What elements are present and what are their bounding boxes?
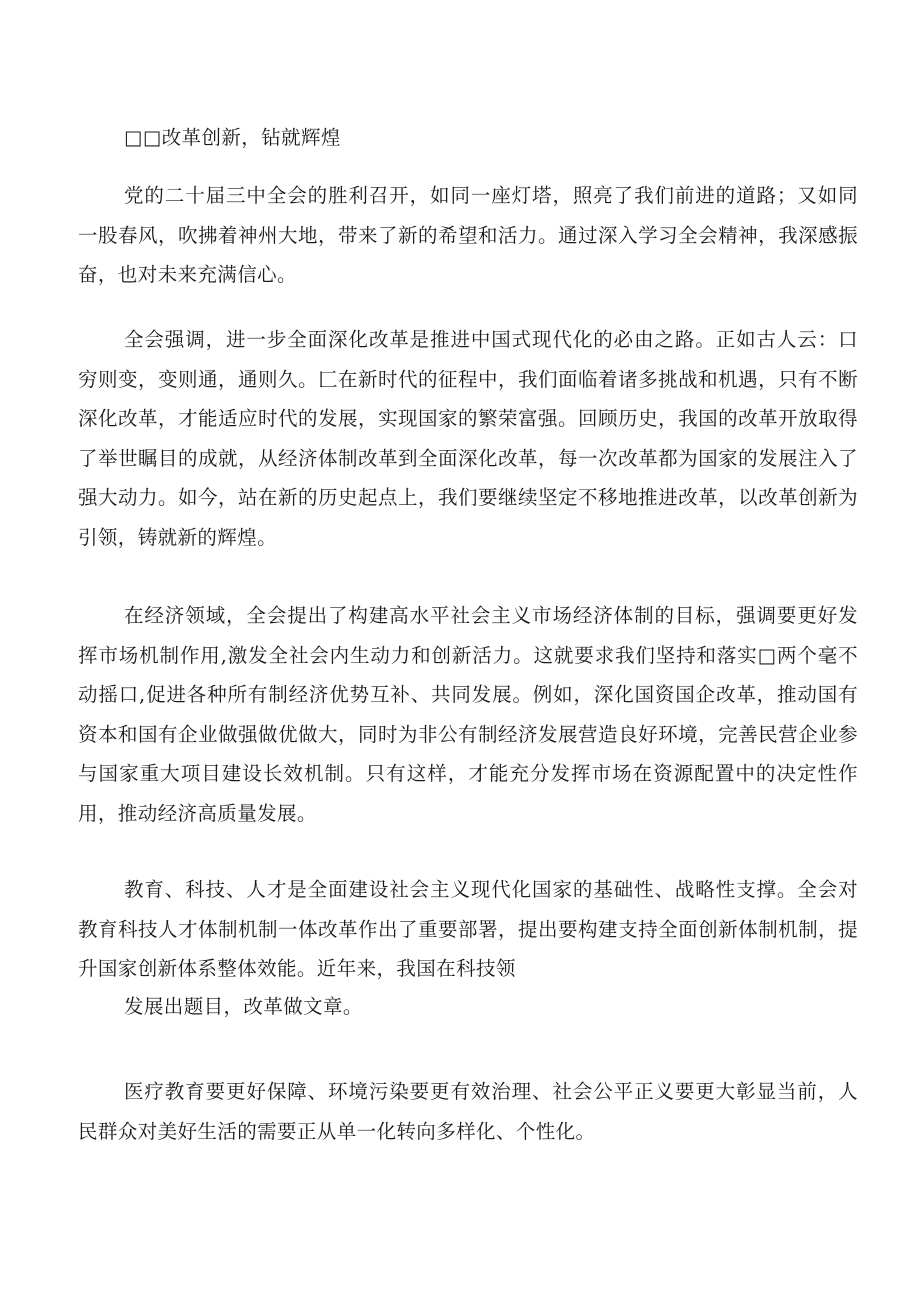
paragraph-6: 医疗教育要更好保障、环境污染要更有效治理、社会公平正义要更大彰显当前，人民群众对美好生活的需要正从单一化转向多样化、个性化。 — [78, 1080, 858, 1143]
document-title: □□改革创新，钻就辉煌 — [124, 126, 341, 149]
paragraph-2: 全会强调，进一步全面深化改革是推进中国式现代化的必由之路。正如古人云：口穷则变，变则通，通则久。匚在新时代的征程中，我们面临着诸多挑战和机遇，只有不断深化改革，才能适应时代的发展，实现国家的繁荣富强。回顾历史，我国的改革开放取得了举世瞩目的成就，从经济体制改革到全面深化改革，每一次改革都为国家的发展注入了强大动力。如今，站在新的历史起点上，我们要继续坚定不移地推进改革，以改革创新为引领，铸就新的辉煌。 — [78, 328, 858, 549]
paragraph-4: 教育、科技、人才是全面建设社会主义现代化国家的基础性、战略性支撑。全会对教育科技人才体制机制一体改革作出了重要部署，提出要构建支持全面创新体制机制，提升国家创新体系整体效能。近年来，我国在科技领 — [78, 878, 858, 980]
paragraph-5: 发展出题目，改革做文章。 — [124, 995, 363, 1018]
paragraph-3: 在经济领域，全会提出了构建高水平社会主义市场经济体制的目标，强调要更好发挥市场机制作用,激发全社会内生动力和创新活力。这就要求我们坚持和落实□两个毫不动摇口,促进各种所有制经济优势互补、共同发展。例如，深化国资国企改革，推动国有资本和国有企业做强做优做大，同时为非公有制经济发展营造良好环境，完善民营企业参与国家重大项目建设长效机制。只有这样，才能充分发挥市场在资源配置中的决定性作用，推动经济高质量发展。 — [78, 604, 858, 825]
paragraph-1: 党的二十届三中全会的胜利召开，如同一座灯塔，照亮了我们前进的道路；又如同一股春风，吹拂着神州大地，带来了新的希望和活力。通过深入学习全会精神，我深感振奋，也对未来充满信心。 — [78, 184, 858, 286]
